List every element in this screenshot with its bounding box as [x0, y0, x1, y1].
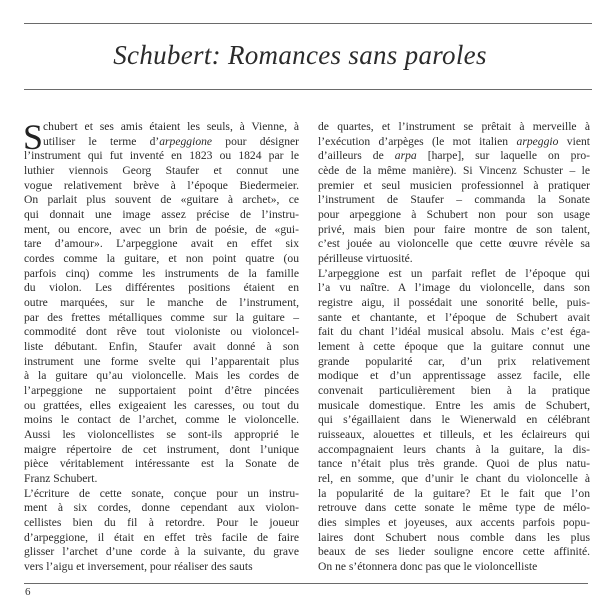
text-segment: tare d’amour». L’arpeggione avait en effet six: [24, 237, 299, 251]
text-segment: ment à six cordes, donne cependant aux violon-: [24, 501, 299, 515]
text-line: [24, 252, 299, 267]
text-segment: luthier viennois Georg Staufer et connut une: [24, 164, 299, 178]
text-segment: premier et seul musicien professionnel à pratiquer: [318, 178, 590, 192]
text-line: [318, 267, 590, 282]
text-segment: Aussi les violoncellistes se sont-ils approprié le: [24, 428, 299, 442]
text-segment: privé, mais bien pour faire montre de son talent,: [318, 222, 590, 236]
text-segment: l’instrument qui fut inventé en 1823 ou 1824 par le: [24, 149, 299, 163]
text-segment: cède de la même manière). Si Vincenz Schuster – le: [318, 164, 590, 178]
text-segment: ruisseaux, alouettes et tilleuls, et les éclaireurs qui: [318, 428, 590, 442]
text-segment: l’arpeggione ne supportaient point d’être pincées: [24, 384, 299, 398]
text-line: [24, 355, 299, 370]
text-line: [24, 223, 299, 238]
text-line: [24, 267, 299, 282]
text-line: [24, 193, 299, 208]
text-segment: fait du chant l’idéal musical absolu. Mais c’est éga-: [318, 325, 590, 339]
text-segment: On ne s’étonnera donc pas que le violoncelliste: [318, 560, 538, 574]
text-segment: retrouve dans cette sonate le même type de mélo-: [318, 501, 590, 515]
text-line: [24, 487, 299, 502]
text-line: [318, 369, 590, 384]
text-line: [24, 237, 299, 252]
title-rule: [24, 89, 592, 90]
text-segment: l’exécution d’arpèges (le mot italien: [318, 134, 517, 148]
text-line: [318, 120, 590, 135]
text-line: [318, 237, 590, 252]
text-line: [24, 369, 299, 384]
text-line: [24, 501, 299, 516]
text-segment: la popularité de la guitare? Et le fait que l’on: [318, 486, 590, 500]
text-line: [24, 560, 299, 575]
text-line: [24, 281, 299, 296]
text-line: [318, 325, 590, 340]
text-segment: L’écriture de cette sonate, conçue pour un instru-: [24, 486, 299, 500]
text-segment: accompagnaient leurs chants à la guitare, la dis-: [318, 442, 590, 456]
left-column-text: [23, 117, 300, 575]
italic-term: arpeggione: [159, 134, 213, 148]
text-segment: qui donnait une image assez précise de l’instru-: [24, 208, 299, 222]
text-line: [24, 472, 299, 487]
text-line: [24, 296, 299, 311]
text-segment: grande popularité car, d’un prix relativement: [318, 354, 590, 368]
text-segment: utiliser le terme d’: [43, 134, 160, 148]
right-column: [318, 120, 590, 575]
text-segment: ment, ou encore, avec un brin de poésie, de «gui-: [24, 222, 299, 236]
right-column-text: [318, 120, 590, 575]
page-number: 6: [25, 586, 31, 598]
text-line: [24, 208, 299, 223]
text-segment: L’arpeggione est un parfait reflet de l’époque qui: [318, 266, 590, 280]
text-line: [318, 164, 590, 179]
text-segment: de quartes, et l’instrument se prêtait à merveille à: [318, 120, 590, 133]
text-segment: du violon. Les différentes positions étaient en: [24, 281, 299, 295]
text-segment: dies simples et joyeuses, aux accents parfois popu-: [318, 516, 590, 530]
text-line: [318, 296, 590, 311]
text-line: [318, 487, 590, 502]
italic-term: arpeggio: [516, 134, 559, 148]
text-line: [318, 252, 590, 267]
text-segment: par des frettes métalliques comme sur la guitare –: [24, 310, 299, 324]
text-line: [318, 193, 590, 208]
text-line: [318, 413, 590, 428]
text-segment: périlleuse virtuosité.: [318, 252, 413, 266]
text-line: [318, 223, 590, 238]
text-segment: commodité dont rêve tout violoniste ou violoncel-: [24, 325, 299, 339]
text-segment: musicale domestique. Entre les amis de Schubert,: [318, 398, 590, 412]
text-line: [318, 340, 590, 355]
text-segment: parfois cinq) comme les instruments de la famille: [24, 266, 299, 280]
text-line: [24, 135, 299, 150]
footer-rule: [24, 583, 588, 584]
text-line: [318, 208, 590, 223]
text-line: [318, 560, 590, 575]
text-line: [24, 457, 299, 472]
text-segment: d’arpeggione, il était en effet très facile de faire: [24, 530, 299, 544]
text-segment: sante et chantante, et l’époque de Schubert avait: [318, 310, 590, 324]
text-segment: outre marquées, sur le manche de l’instrument,: [24, 296, 299, 310]
text-segment: qui s’égaillaient dans le Wienerwald en célébrant: [318, 413, 590, 427]
text-line: [24, 428, 299, 443]
text-line: [24, 149, 299, 164]
text-segment: convenait particulièrement bien à la pratique: [318, 384, 590, 398]
text-segment: c’est jouée au violoncelle que cette œuvre révèle sa: [318, 237, 590, 251]
text-segment: d’ailleurs de: [318, 149, 395, 163]
drop-cap: S: [23, 117, 44, 157]
text-line: [24, 325, 299, 340]
text-segment: ou grattées, elles exigeaient les caresses, ou tout du: [24, 398, 299, 412]
text-line: [24, 443, 299, 458]
text-line: [318, 311, 590, 326]
text-line: [24, 516, 299, 531]
text-line: [24, 384, 299, 399]
top-rule: [24, 23, 592, 24]
text-segment: l’instrument de Staufer – commanda la Sonate: [318, 193, 590, 207]
text-segment: [harpe], sur laquelle on pro-: [416, 149, 590, 163]
text-line: [318, 472, 590, 487]
text-segment: pour arpeggione à Schubert non pour son usage: [318, 208, 590, 222]
text-line: [318, 545, 590, 560]
text-segment: cellistes bien du fil à retordre. Pour le joueur: [24, 516, 299, 530]
left-column: [23, 117, 300, 575]
text-line: [24, 311, 299, 326]
text-segment: à la guitare qu’au violoncelle. Mais les cordes de: [24, 369, 299, 383]
text-line: [24, 120, 299, 135]
text-segment: lement à cette époque que la guitare connut une: [318, 340, 590, 354]
text-line: [24, 179, 299, 194]
text-segment: tance n’était plus très grande. Quoi de plus natu-: [318, 457, 590, 471]
text-segment: cordes comme la guitare, et non point quatre (ou: [24, 252, 299, 266]
text-line: [318, 384, 590, 399]
text-segment: glisser l’archet d’une corde à la suivante, du grave: [24, 545, 299, 559]
text-line: [24, 545, 299, 560]
text-segment: On parlait plus souvent de «guitare à archet», ce: [24, 193, 299, 207]
text-line: [24, 531, 299, 546]
text-segment: liste débutant. Enfin, Staufer avait donné à son: [24, 340, 299, 354]
text-segment: pièce véritablement intéressante est la Sonate de: [24, 457, 299, 471]
text-segment: rel, en somme, que d’unir le chant du violoncelle à: [318, 472, 590, 486]
text-line: [318, 531, 590, 546]
text-segment: laires dont Schubert nous comble dans les plus: [318, 530, 590, 544]
text-segment: pour désigner: [212, 134, 300, 148]
text-line: [24, 413, 299, 428]
text-line: [318, 457, 590, 472]
page-title: Schubert: Romances sans paroles: [113, 40, 487, 70]
text-segment: beaux de ses lieder souligne encore cette affinité.: [318, 545, 590, 559]
text-segment: instrument une forme svelte qui l’apparentait plus: [24, 354, 299, 368]
text-line: [24, 340, 299, 355]
text-segment: moins le contact de l’archet, comme le violoncelle.: [24, 413, 299, 427]
text-line: [318, 355, 590, 370]
text-line: [24, 164, 299, 179]
text-line: [318, 179, 590, 194]
text-line: [318, 428, 590, 443]
text-segment: vogue relativement brève à l’époque Biedermeier.: [24, 178, 299, 192]
text-line: [318, 149, 590, 164]
text-line: [318, 516, 590, 531]
text-segment: registre aigu, il possédait une sonorité belle, puis-: [318, 296, 590, 310]
italic-term: arpa: [394, 149, 417, 163]
text-segment: l’a vu naître. A l’image du violoncelle, dans son: [318, 281, 590, 295]
text-segment: modique et d’un apprentissage assez facile, elle: [318, 369, 590, 383]
text-line: [318, 501, 590, 516]
text-segment: chubert et ses amis étaient les seuls, à Vienne, à: [43, 120, 299, 133]
text-segment: Franz Schubert.: [24, 472, 98, 486]
text-line: [318, 443, 590, 458]
text-line: [318, 281, 590, 296]
text-segment: maigre répertoire de cet instrument, dont l’unique: [24, 442, 299, 456]
text-segment: vient: [558, 134, 590, 148]
text-segment: vers l’aigu et inversement, pour réaliser des sauts: [24, 560, 253, 574]
text-line: [24, 399, 299, 414]
text-line: [318, 135, 590, 150]
text-line: [318, 399, 590, 414]
